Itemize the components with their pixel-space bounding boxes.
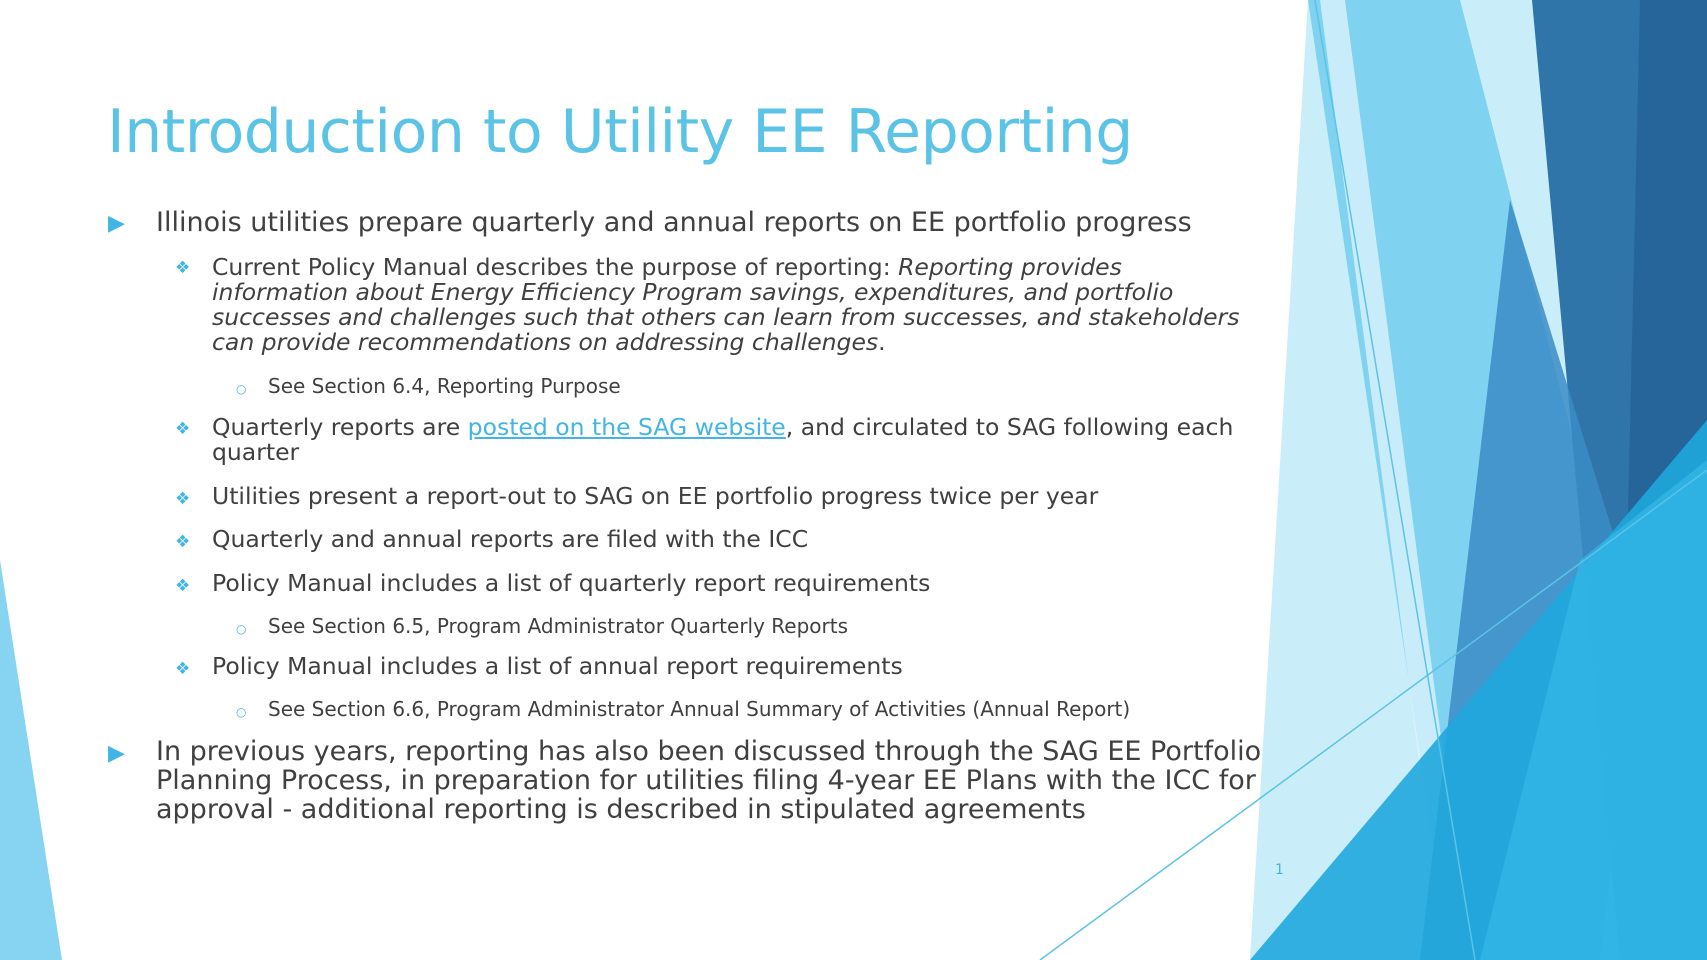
sub-bullet-quarterly-requirements: Policy Manual includes a list of quarterly report requirements — [212, 569, 931, 597]
quote-period: . — [878, 328, 886, 356]
sub-bullet-annual-requirements: Policy Manual includes a list of annual report requirements — [212, 652, 903, 680]
four-diamond-bullet-icon: ❖ — [175, 258, 191, 278]
bullet-utilities-prepare-reports: Illinois utilities prepare quarterly and annual reports on EE portfolio progress — [156, 207, 1192, 238]
hollow-circle-bullet-icon: ○ — [236, 382, 247, 396]
triangle-bullet-icon: ▶ — [108, 741, 125, 766]
four-diamond-bullet-icon: ❖ — [175, 419, 191, 439]
sub-sub-bullet-section-6-4: See Section 6.4, Reporting Purpose — [268, 374, 621, 398]
sub-bullet-quarterly-reports-posted — [212, 415, 1272, 465]
four-diamond-bullet-icon: ❖ — [175, 532, 191, 552]
hollow-circle-bullet-icon: ○ — [236, 622, 247, 636]
four-diamond-bullet-icon: ❖ — [175, 659, 191, 679]
slide-page-number: 1 — [1275, 862, 1284, 878]
four-diamond-bullet-icon: ❖ — [175, 576, 191, 596]
sub-sub-bullet-section-6-6: See Section 6.6, Program Administrator Annual Summary of Activities (Annual Report) — [268, 697, 1131, 721]
hollow-circle-bullet-icon: ○ — [236, 705, 247, 719]
sub-bullet-filed-with-icc: Quarterly and annual reports are filed with the ICC — [212, 525, 809, 553]
sag-website-link[interactable]: posted on the SAG website — [467, 413, 786, 441]
sub-bullet-utilities-present: Utilities present a report-out to SAG on EE portfolio progress twice per year — [212, 482, 1099, 510]
four-diamond-bullet-icon: ❖ — [175, 489, 191, 509]
bullet-previous-years-planning: In previous years, reporting has also been discussed through the SAG EE Portfolio Planning Process, in preparation for utilities filing 4-year EE Plans with the ICC for approval - additional reporting is described in stipulated agreements — [156, 736, 1262, 825]
slide-title: Introduction to Utility EE Reporting — [107, 97, 1133, 167]
quarterly-reports-tail: , and circulated to SAG following each quarter — [212, 413, 1234, 466]
sub-bullet-policy-manual-lead: Current Policy Manual describes the purpose of reporting: — [212, 253, 899, 281]
quarterly-reports-lead: Quarterly reports are — [212, 413, 468, 441]
sub-sub-bullet-section-6-5: See Section 6.5, Program Administrator Quarterly Reports — [268, 614, 849, 638]
triangle-bullet-icon: ▶ — [108, 211, 125, 236]
sub-bullet-policy-manual-purpose — [212, 255, 1252, 355]
policy-manual-quote: Reporting provides information about Energy Efficiency Program savings, expenditures, and portfolio successes and challenges such that others can learn from successes, and stakeholders can provide recommendations on addressing challenges — [212, 253, 1240, 356]
